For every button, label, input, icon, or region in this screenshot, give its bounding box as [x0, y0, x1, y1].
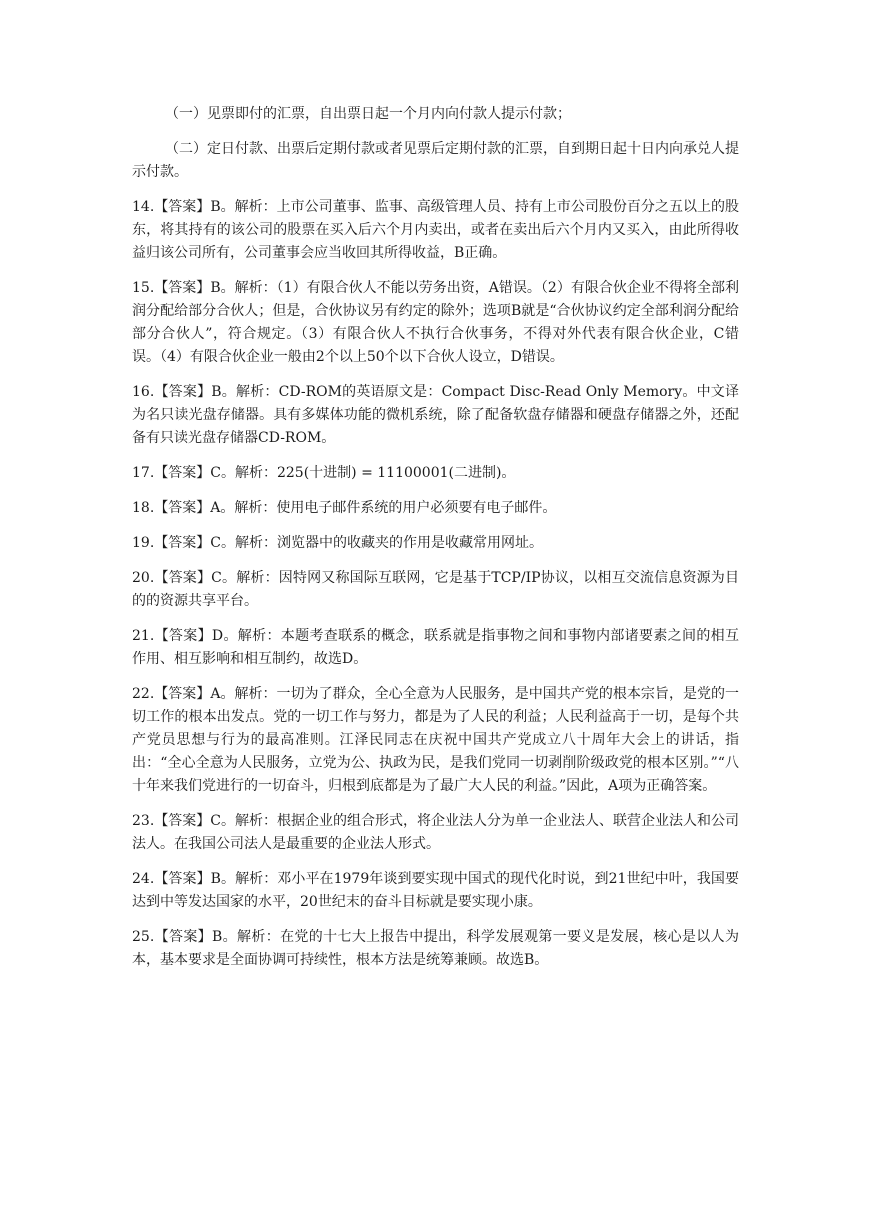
answer-paragraph-23: 23.【答案】C。解析：根据企业的组合形式，将企业法人分为单一企业法人、联营企业法人和公司法人。在我国公司法人是最重要的企业法人形式。 [132, 813, 739, 852]
answer-paragraph-14: 14.【答案】B。解析：上市公司董事、监事、高级管理人员、持有上市公司股份百分之五以上的股东，将其持有的该公司的股票在买入后六个月内卖出，或者在卖出后六个月内又买入，由此所得收益归该公司所有，公司董事会应当收回其所得收益，B正确。 [132, 199, 739, 261]
answer-paragraph-15: 15.【答案】B。解析：（1）有限合伙人不能以劳务出资，A错误。（2）有限合伙企业不得将全部利润分配给部分合伙人；但是，合伙协议另有约定的除外；选项B就是“合伙协议约定全部利润分配给部分合伙人”，符合规定。（3）有限合伙人不执行合伙事务，不得对外代表有限合伙企业，C错误。（4）有限合伙企业一般由2个以上50个以下合伙人设立，D错误。 [132, 280, 739, 365]
answer-paragraph-21: 21.【答案】D。解析：本题考查联系的概念，联系就是指事物之间和事物内部诸要素之间的相互作用、相互影响和相互制约，故选D。 [132, 628, 739, 667]
answer-paragraph-22: 22.【答案】A。解析：一切为了群众，全心全意为人民服务，是中国共产党的根本宗旨，是党的一切工作的根本出发点。党的一切工作与努力，都是为了人民的利益；人民利益高于一切，是每个共产党员思想与行为的最高准则。江泽民同志在庆祝中国共产党成立八十周年大会上的讲话，指出：“全心全意为人民服务，立党为公、执政为民，是我们党同一切剥削阶级政党的根本区别。”“八十年来我们党进行的一切奋斗，归根到底都是为了最广大人民的利益。”因此，A项为正确答案。 [132, 686, 739, 794]
answer-paragraph-24: 24.【答案】B。解析：邓小平在1979年谈到要实现中国式的现代化时说，到21世纪中叶，我国要达到中等发达国家的水平，20世纪末的奋斗目标就是要实现小康。 [132, 871, 739, 910]
answer-paragraph-25: 25.【答案】B。解析：在党的十七大上报告中提出，科学发展观第一要义是发展，核心是以人为本，基本要求是全面协调可持续性，根本方法是统筹兼顾。故选B。 [132, 929, 739, 968]
answer-paragraph-20: 20.【答案】C。解析：因特网又称国际互联网，它是基于TCP/IP协议，以相互交流信息资源为目的的资源共享平台。 [132, 570, 739, 609]
answer-paragraph-19: 19.【答案】C。解析：浏览器中的收藏夹的作用是收藏常用网址。 [132, 535, 543, 551]
paragraph: （二）定日付款、出票后定期付款或者见票后定期付款的汇票，自到期日起十日内向承兑人提示付款。 [132, 141, 739, 180]
answer-paragraph-16: 16.【答案】B。解析：CD-ROM的英语原文是：Compact Disc-Read Only Memory。中文译为名只读光盘存储器。具有多媒体功能的微机系统，除了配备软盘存储器和硬盘存储器之外，还配备有只读光盘存储器CD-ROM。 [132, 384, 739, 446]
paragraph: （一）见票即付的汇票，自出票日起一个月内向付款人提示付款； [165, 106, 571, 122]
answer-paragraph-18: 18.【答案】A。解析：使用电子邮件系统的用户必须要有电子邮件。 [132, 500, 557, 516]
answer-paragraph-17: 17.【答案】C。解析：225(十进制) = 11100001(二进制)。 [132, 465, 516, 481]
